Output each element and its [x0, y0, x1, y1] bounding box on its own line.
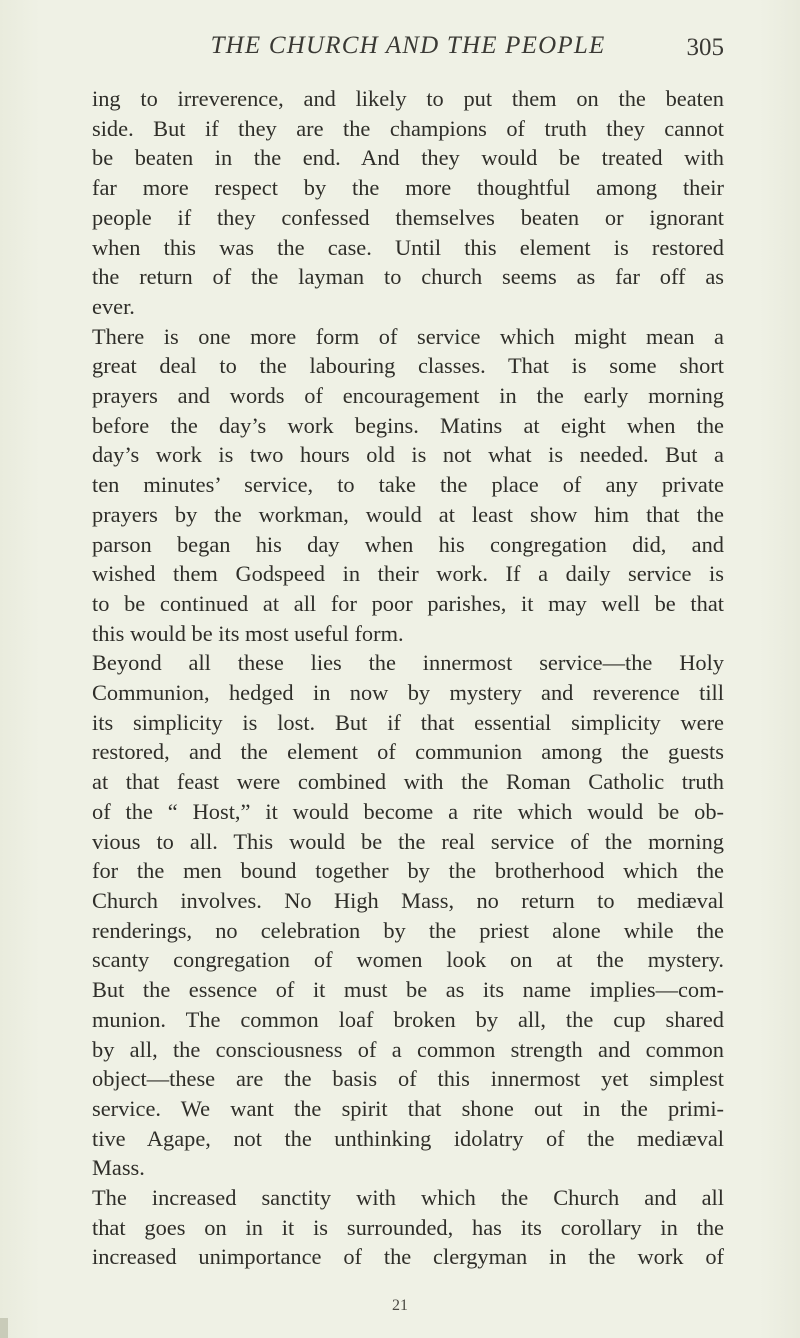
text-line: Communion, hedged in now by mystery and reverence till	[92, 680, 724, 706]
text-line: prayers and words of encouragement in the early morning	[92, 383, 724, 409]
text-line: the return of the layman to church seems as far off as	[92, 264, 724, 290]
text-line: Church involves. No High Mass, no return to mediæval	[92, 887, 724, 913]
text-line: restored, and the element of communion among the guests	[92, 739, 724, 765]
text-line: that goes on in it is surrounded, has its corollary in the	[92, 1214, 724, 1240]
text-line: Mass.	[92, 1155, 145, 1181]
text-line: renderings, no celebration by the priest alone while the	[92, 917, 724, 943]
text-line: be beaten in the end. And they would be treated with	[92, 145, 724, 171]
text-line: its simplicity is lost. But if that essential simplicity were	[92, 709, 724, 735]
text-line: to be continued at all for poor parishes, it may well be that	[92, 590, 724, 616]
text-line: at that feast were combined with the Roman Catholic truth	[92, 769, 724, 795]
text-line: side. But if they are the champions of truth they cannot	[92, 115, 724, 141]
page-edge-mark	[0, 1318, 8, 1338]
text-line: vious to all. This would be the real service of the morning	[92, 828, 724, 854]
text-line: ten minutes’ service, to take the place of any private	[92, 472, 724, 498]
text-line: ever.	[92, 293, 135, 319]
text-line: for the men bound together by the brotherhood which the	[92, 858, 724, 884]
text-line: when this was the case. Until this element is restored	[92, 234, 724, 260]
text-line: prayers by the workman, would at least show him that the	[92, 501, 724, 527]
text-line: ing to irreverence, and likely to put them on the beaten	[92, 86, 724, 111]
text-line: service. We want the spirit that shone out in the primi-	[92, 1095, 724, 1121]
page-header	[92, 32, 724, 72]
text-line: munion. The common loaf broken by all, the cup shared	[92, 1006, 724, 1032]
text-line: But the essence of it must be as its name implies—com-	[92, 977, 724, 1003]
text-line: scanty congregation of women look on at the mystery.	[92, 947, 724, 973]
text-line: wished them Godspeed in their work. If a daily service is	[92, 561, 724, 587]
text-line: far more respect by the more thoughtful among their	[92, 175, 724, 201]
text-line: There is one more form of service which might mean a	[92, 323, 724, 349]
text-line: of the “ Host,” it would become a rite which would be ob-	[92, 798, 724, 824]
text-line: The increased sanctity with which the Church and all	[92, 1185, 724, 1211]
text-line: by all, the consciousness of a common strength and common	[92, 1036, 724, 1062]
text-line: people if they confessed themselves beaten or ignorant	[92, 204, 724, 230]
text-line: object—these are the basis of this innermost yet simplest	[92, 1066, 724, 1092]
text-line: increased unimportance of the clergyman in the work of	[92, 1244, 724, 1270]
text-line: day’s work is two hours old is not what is needed. But a	[92, 442, 724, 468]
signature-mark: 21	[392, 1297, 408, 1314]
text-line: great deal to the labouring classes. That is some short	[92, 353, 724, 379]
page-number: 305	[686, 34, 724, 61]
text-line: Beyond all these lies the innermost service—the Holy	[92, 650, 724, 676]
running-head: THE CHURCH AND THE PEOPLE	[210, 32, 606, 59]
text-line: tive Agape, not the unthinking idolatry of the mediæval	[92, 1125, 724, 1151]
text-line: this would be its most useful form.	[92, 620, 404, 646]
text-line: before the day’s work begins. Matins at eight when the	[92, 412, 724, 438]
body-text	[92, 84, 724, 1272]
text-line: parson began his day when his congregation did, and	[92, 531, 724, 557]
